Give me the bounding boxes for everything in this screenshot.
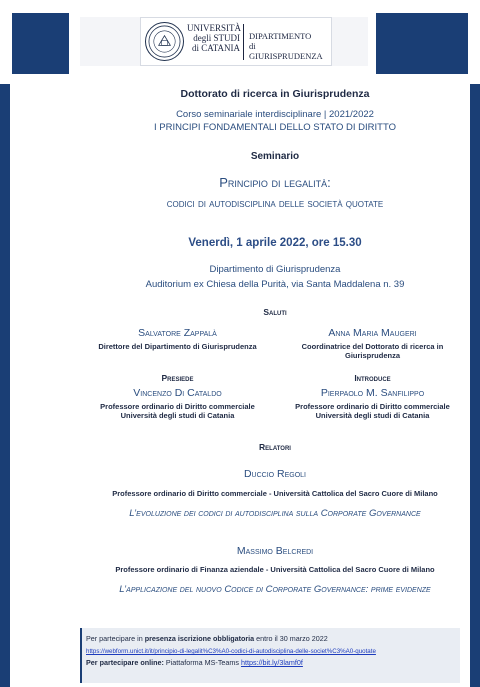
poster-content bbox=[80, 84, 470, 604]
decor-block-top-right bbox=[376, 13, 468, 74]
department-name bbox=[249, 31, 331, 61]
saluti-label: Saluti bbox=[263, 307, 287, 317]
decor-block-top-left bbox=[12, 13, 69, 74]
course-title: I PRINCIPI FONDAMENTALI DELLO STATO DI DIRITTO bbox=[154, 122, 396, 133]
speaker-affiliation: Università degli studi di Catania bbox=[120, 411, 235, 420]
participation-info bbox=[80, 628, 460, 683]
seminar-subtitle: codici di autodisciplina delle società quotate bbox=[166, 198, 384, 210]
university-seal-icon bbox=[145, 22, 184, 61]
info-emphasis: presenza iscrizione obbligatoria bbox=[144, 634, 255, 643]
section-label: Introduce bbox=[354, 373, 391, 383]
talk-title: L’evoluzione dei codici di autodisciplina sulla Corporate Governance bbox=[129, 508, 421, 519]
speaker-name: Vincenzo Di Cataldo bbox=[133, 387, 222, 399]
course-name: Corso seminariale interdisciplinare | 2021/2022 bbox=[176, 109, 374, 120]
speaker-name: Anna Maria Maugeri bbox=[328, 327, 417, 339]
logo-divider bbox=[243, 24, 244, 60]
info-text: entro il 30 marzo 2022 bbox=[256, 634, 328, 643]
department-name-line: di GIURISPRUDENZA bbox=[249, 41, 323, 61]
presiede-section bbox=[80, 373, 275, 420]
university-name-line: UNIVERSITÀ bbox=[187, 23, 241, 33]
info-text: Piattaforma MS-Teams bbox=[165, 658, 239, 667]
info-text: Per partecipare in bbox=[86, 634, 143, 643]
saluti-speaker-right bbox=[275, 327, 470, 360]
speaker-role: Professore ordinario di Diritto commerciale bbox=[100, 402, 255, 411]
speaker-role: Coordinatrice del Dottorato di ricerca in Giurisprudenza bbox=[301, 342, 444, 360]
registration-link[interactable]: https://webform.unict.it/it/principio-di-legalit%C3%A0-codici-di-autodisciplina-delle-societ%C3%A0-quotate bbox=[86, 648, 376, 655]
talk-title: L’applicazione del nuovo Codice di Corporate Governance: prime evidenze bbox=[119, 584, 431, 595]
event-date: Venerdì, 1 aprile 2022, ore 15.30 bbox=[188, 237, 362, 249]
speaker-role: Professore ordinario di Finanza aziendale - Università Cattolica del Sacro Cuore di Milano bbox=[115, 565, 435, 574]
registration-link-row bbox=[86, 646, 460, 655]
speaker-name: Massimo Belcredi bbox=[236, 545, 314, 557]
speaker-role: Direttore del Dipartimento di Giurisprudenza bbox=[98, 342, 257, 351]
event-venue: Dipartimento di Giurisprudenza bbox=[209, 264, 341, 275]
event-type: Seminario bbox=[250, 151, 300, 162]
program-title: Dottorato di ricerca in Giurisprudenza bbox=[180, 88, 370, 100]
teams-link[interactable]: https://bit.ly/3lamf0f bbox=[240, 658, 303, 667]
university-logo bbox=[140, 17, 332, 66]
decor-bar-right bbox=[470, 84, 480, 687]
university-name-line: di CATANIA bbox=[191, 43, 240, 53]
relatori-label: Relatori bbox=[259, 442, 291, 452]
decor-bar-left bbox=[0, 84, 10, 687]
info-emphasis: Per partecipare online: bbox=[86, 658, 164, 667]
speaker-name: Salvatore Zappalà bbox=[138, 327, 217, 339]
event-address: Auditorium ex Chiesa della Purità, via Santa Maddalena n. 39 bbox=[145, 279, 405, 290]
university-name bbox=[187, 23, 240, 53]
in-person-info bbox=[86, 634, 460, 643]
speaker-name: Pierpaolo M. Sanfilippo bbox=[320, 387, 425, 399]
introduce-section bbox=[275, 373, 470, 420]
university-name-line: degli STUDI bbox=[193, 33, 240, 43]
section-label: Presiede bbox=[161, 373, 194, 383]
speaker-name: Duccio Regoli bbox=[243, 468, 307, 480]
speaker-role: Professore ordinario di Diritto commerciale - Università Cattolica del Sacro Cuore di Milano bbox=[112, 489, 438, 498]
speaker-role: Professore ordinario di Diritto commerciale bbox=[295, 402, 450, 411]
department-name-line: DIPARTIMENTO bbox=[249, 31, 312, 41]
saluti-speaker-left bbox=[80, 327, 275, 351]
online-info bbox=[86, 658, 460, 667]
speaker-affiliation: Università degli studi di Catania bbox=[315, 411, 430, 420]
seminar-title: Principio di legalità: bbox=[219, 175, 331, 190]
